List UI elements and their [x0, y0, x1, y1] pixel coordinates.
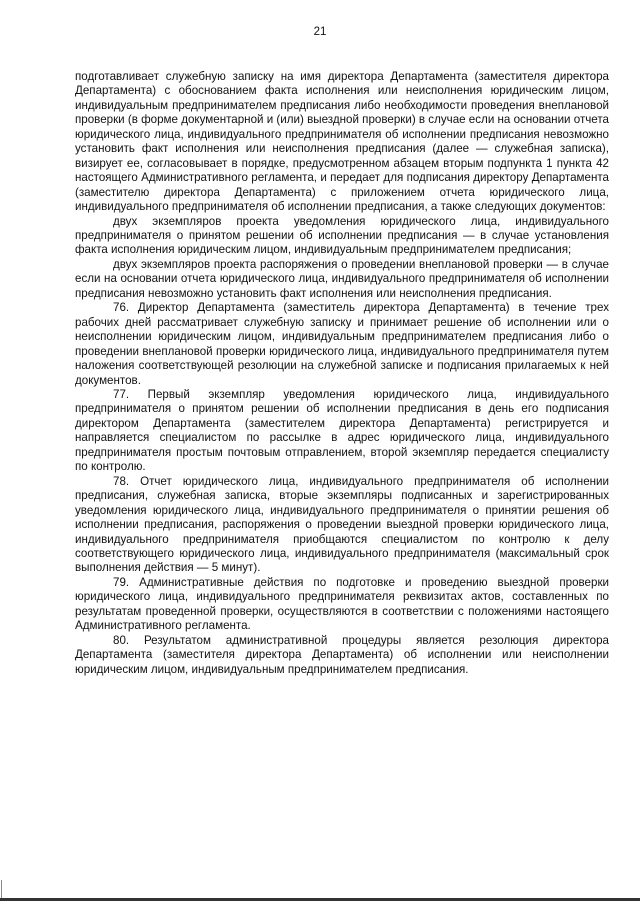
- scan-edge-mark: [1, 880, 2, 900]
- paragraph-order-copies: двух экземпляров проекта распоряжения о проведении внеплановой проверки — в случае если на основании отчета юридического лица, индивидуального предпринимателя об исполнении предписания невозможно установить факт исполнения или неисполнения предписания.: [75, 257, 609, 300]
- paragraph-80: 80. Результатом административной процедуры является резолюция директора Департамента (заместителя директора Департамента) об исполнении или неисполнении юридическим лицом, индивидуальным предпринимателем предписания.: [75, 633, 609, 676]
- page-number: 21: [313, 26, 327, 38]
- paragraph-79: 79. Административные действия по подготовке и проведению выездной проверки юридического лица, индивидуального предпринимателя реквизитах актов, составленных по результатам проведенной проверки, осуществляются в соответствии с положениями настоящего Административного регламента.: [75, 575, 609, 633]
- document-body: [75, 70, 609, 677]
- paragraph-notice-copies: двух экземпляров проекта уведомления юридического лица, индивидуального предпринимателя о принятом решении об исполнении предписания — в случае установления факта исполнения юридическим лицом, индивидуальным предпринимателем предписания;: [75, 214, 609, 257]
- paragraph-77: 77. Первый экземпляр уведомления юридического лица, индивидуального предпринимателя о принятом решении об исполнении предписания в день его подписания директором Департамента (заместителем директора Департамента) регистрируется и направляется специалистом по рассылке в адрес юридического лица, индивидуального предпринимателя простым почтовым отправлением, второй экземпляр передается специалисту по контролю.: [75, 387, 609, 474]
- paragraph-78: 78. Отчет юридического лица, индивидуального предпринимателя об исполнении предписания, служебная записка, вторые экземпляры подписанных и зарегистрированных уведомления юридического лица, индивидуального предпринимателя о принятии решения об исполнении предписания, распоряжения о проведении выездной проверки юридического лица, индивидуального предпринимателя приобщаются специалистом по контролю к делу соответствующего юридического лица, индивидуального предпринимателя (максимальный срок выполнения действия — 5 минут).: [75, 474, 609, 575]
- scan-bottom-edge: [0, 898, 640, 901]
- paragraph-continuation: подготавливает служебную записку на имя директора Департамента (заместителя директора Департамента) с обоснованием факта исполнения или неисполнения юридическим лицом, индивидуальным предпринимателем предписания либо необходимости проведения внеплановой проверки (в форме документарной и (или) выездной проверки) в случае если на основании отчета юридического лица, индивидуального предпринимателя об исполнении предписания невозможно установить факт исполнения или неисполнения предписания (далее — служебная записка), визирует ее, согласовывает в порядке, предусмотренном абзацем вторым подпункта 1 пункта 42 настоящего Административного регламента, и передает для подписания директору Департамента (заместителю директора Департамента) с приложением отчета юридического лица, индивидуального предпринимателя об исполнении предписания, а также следующих документов:: [75, 70, 609, 214]
- paragraph-76: 76. Директор Департамента (заместитель директора Департамента) в течение трех рабочих дней рассматривает служебную записку и принимает решение об исполнении или о неисполнении юридическим лицом, индивидуальным предпринимателем предписания либо о проведении внеплановой проверки юридического лица, индивидуального предпринимателя путем наложения соответствующей резолюции на служебной записке и подписания прилагаемых к ней документов.: [75, 301, 609, 387]
